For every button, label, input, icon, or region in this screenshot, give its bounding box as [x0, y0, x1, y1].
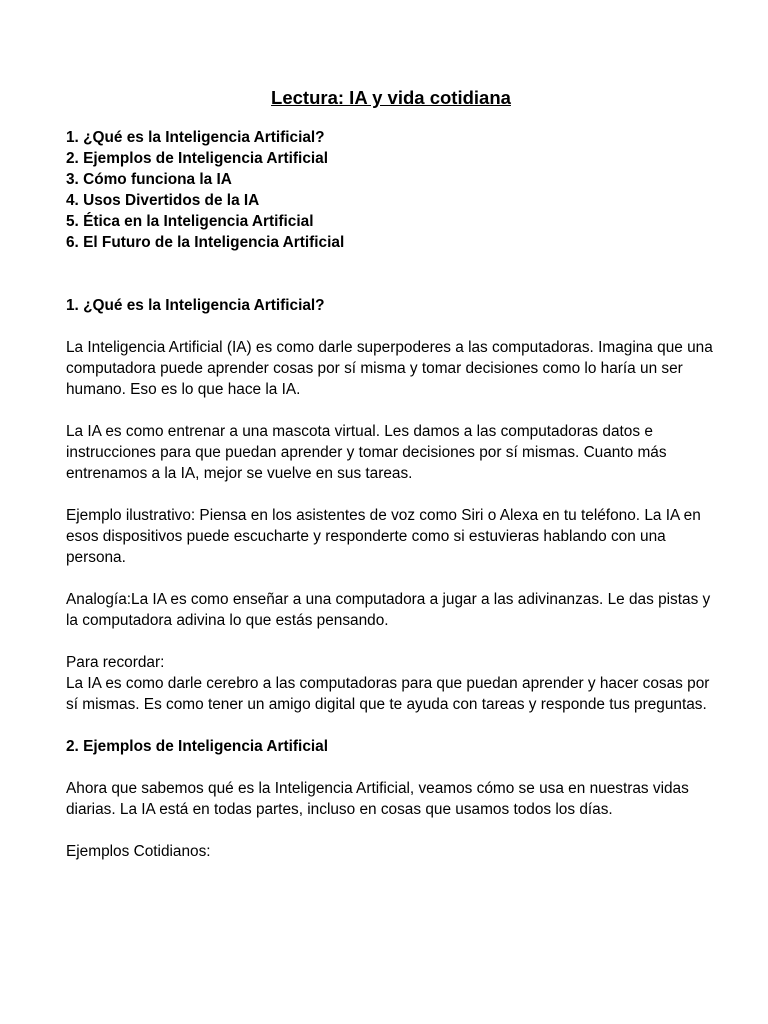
toc-item: 4. Usos Divertidos de la IA [66, 192, 260, 209]
paragraph: Analogía:La IA es como enseñar a una computadora a jugar a las adivinanzas. Le das pistas y la computadora adivina lo que estás pensando. [66, 591, 711, 629]
toc-item: 5. Ética en la Inteligencia Artificial [66, 213, 314, 230]
section-heading-1: 1. ¿Qué es la Inteligencia Artificial? [66, 297, 325, 314]
spacer [66, 400, 716, 421]
toc-item: 2. Ejemplos de Inteligencia Artificial [66, 150, 329, 167]
spacer [66, 631, 716, 652]
table-of-contents [66, 127, 716, 253]
document-title: Lectura: IA y vida cotidiana [271, 87, 511, 108]
spacer [66, 715, 716, 736]
paragraph: Ejemplo ilustrativo: Piensa en los asistentes de voz como Siri o Alexa en tu teléfono. La IA en esos dispositivos puede escucharte y responderte como si estuvieras hablando con una persona. [66, 507, 701, 566]
reminder-label: Para recordar: [66, 654, 165, 671]
toc-item: 3. Cómo funciona la IA [66, 171, 232, 188]
toc-item: 1. ¿Qué es la Inteligencia Artificial? [66, 129, 325, 146]
spacer [66, 316, 716, 337]
paragraph: Ejemplos Cotidianos: [66, 843, 211, 860]
spacer [66, 253, 716, 295]
spacer [66, 757, 716, 778]
toc-item: 6. El Futuro de la Inteligencia Artificial [66, 234, 345, 251]
spacer [66, 820, 716, 841]
paragraph: Ahora que sabemos qué es la Inteligencia Artificial, veamos cómo se usa en nuestras vidas diarias. La IA está en todas partes, incluso en cosas que usamos todos los días. [66, 780, 689, 818]
document-page [66, 86, 716, 862]
spacer [66, 484, 716, 505]
paragraph: La IA es como entrenar a una mascota virtual. Les damos a las computadoras datos e instrucciones para que puedan aprender y tomar decisiones por sí mismas. Cuanto más entrenamos a la IA, mejor se vuelve en sus tareas. [66, 423, 667, 482]
section-heading-2: 2. Ejemplos de Inteligencia Artificial [66, 738, 329, 755]
spacer [66, 568, 716, 589]
paragraph: La Inteligencia Artificial (IA) es como darle superpoderes a las computadoras. Imagina que una computadora puede aprender cosas por sí misma y tomar decisiones como lo haría un ser humano. Eso es lo que hace la IA. [66, 339, 713, 398]
paragraph: La IA es como darle cerebro a las computadoras para que puedan aprender y hacer cosas por sí mismas. Es como tener un amigo digital que te ayuda con tareas y responde tus preguntas. [66, 675, 710, 713]
